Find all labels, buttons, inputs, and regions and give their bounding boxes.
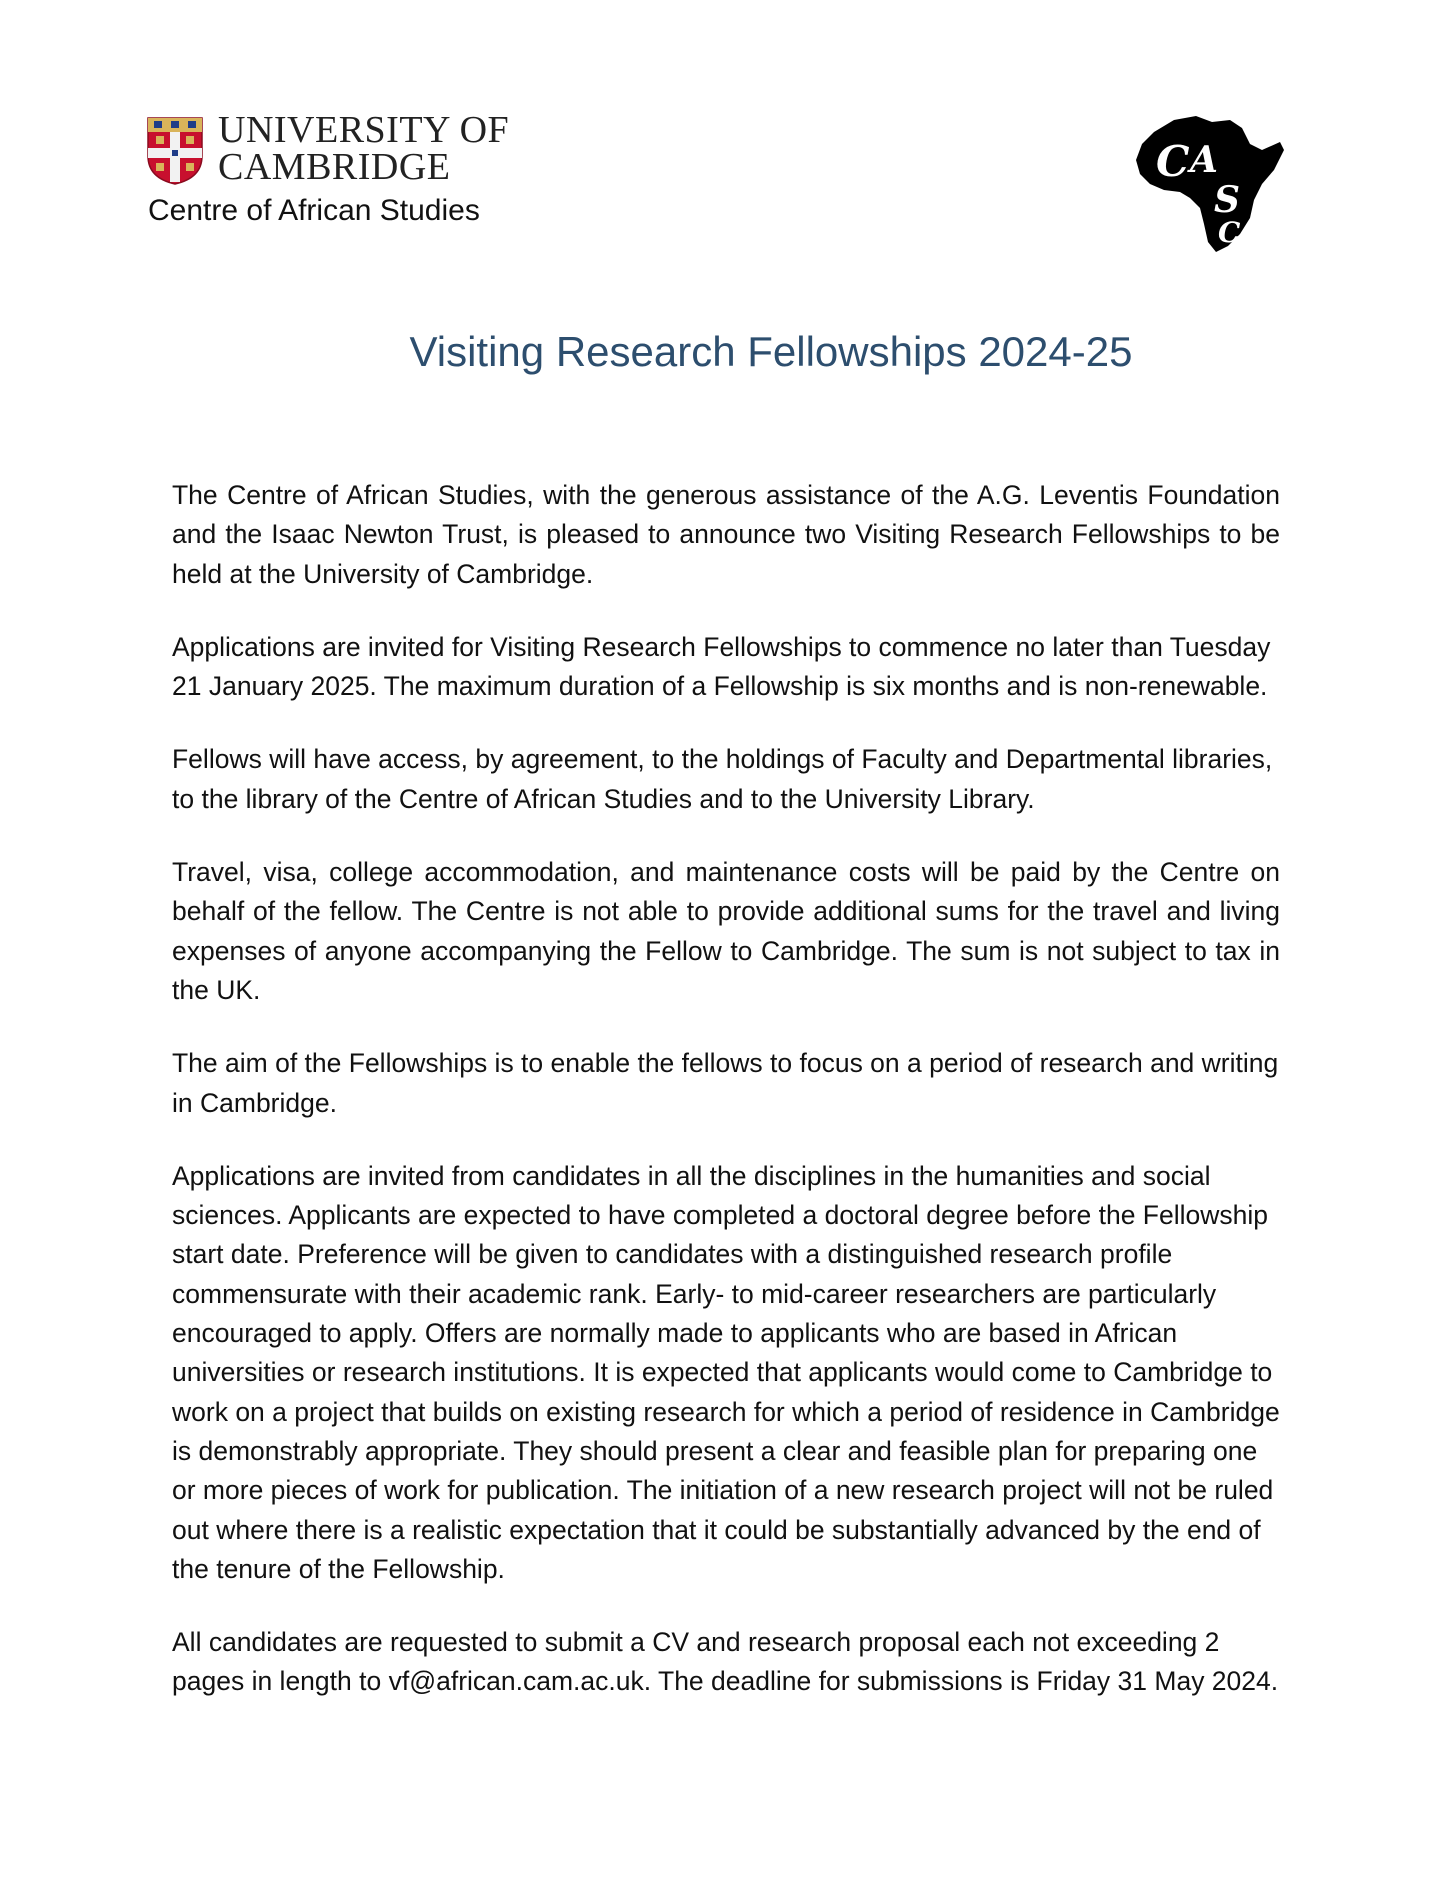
casc-africa-logo-icon <box>1134 114 1286 254</box>
svg-text:C: C <box>1218 216 1241 249</box>
svg-text:S: S <box>1214 179 1240 221</box>
cambridge-crest-icon <box>146 116 204 186</box>
page-title: Visiting Research Fellowships 2024-25 <box>409 328 1133 375</box>
paragraph-library-access: Fellows will have access, by agreement, to the holdings of Faculty and Departmental libraries, to the library of the Centre of African Studies and to the University Library. <box>172 744 1273 814</box>
svg-text:A: A <box>1190 139 1218 181</box>
svg-text:C: C <box>1156 137 1190 186</box>
paragraph-eligibility: Applications are invited from candidates in all the disciplines in the humanities and social sciences. Applicants are expected to have completed a doctoral degree before the Fellowship start date. Preference will be given to candidates with a distinguished research profile commensurate with their academic rank. Early- to mid-career researchers are particularly encouraged to apply. Offers are normally made to applicants who are based in African universities or research institutions. It is expected that applicants would come to Cambridge to work on a project that builds on existing research for which a period of residence in Cambridge is demonstrably appropriate. They should present a clear and feasible plan for preparing one or more pieces of work for publication. The initiation of a new research project will not be ruled out where there is a realistic expectation that it could be substantially advanced by the end of the tenure of the Fellowship. <box>172 1160 1280 1584</box>
body-text <box>172 476 1280 1736</box>
university-name <box>218 109 510 188</box>
university-logo <box>146 109 510 192</box>
paragraph-commencement: Applications are invited for Visiting Research Fellowships to commence no later than Tuesday 21 January 2025. The maximum duration of a Fellowship is six months and is non-renewable. <box>172 631 1271 702</box>
university-name-line1: UNIVERSITY OF <box>218 109 510 151</box>
paragraph-aim: The aim of the Fellowships is to enable the fellows to focus on a period of research and writing in Cambridge. <box>172 1048 1279 1118</box>
paragraph-costs: Travel, visa, college accommodation, and maintenance costs will be paid by the Centre on behalf of the fellow. The Centre is not able to provide additional sums for the travel and living expenses of anyone accompanying the Fellow to Cambridge. The sum is not subject to tax in the UK. <box>172 857 1280 1005</box>
university-name-line2: CAMBRIDGE <box>218 146 451 188</box>
department-name: Centre of African Studies <box>148 194 480 227</box>
paragraph-intro: The Centre of African Studies, with the generous assistance of the A.G. Leventis Foundation and the Isaac Newton Trust, is pleased to announce two Visiting Research Fellowships to be held at the University of Cambridge. <box>172 480 1280 589</box>
paragraph-submission: All candidates are requested to submit a CV and research proposal each not exceeding 2 pages in length to vf@african.cam.ac.uk. The deadline for submissions is Friday 31 May 2024. <box>172 1627 1279 1697</box>
